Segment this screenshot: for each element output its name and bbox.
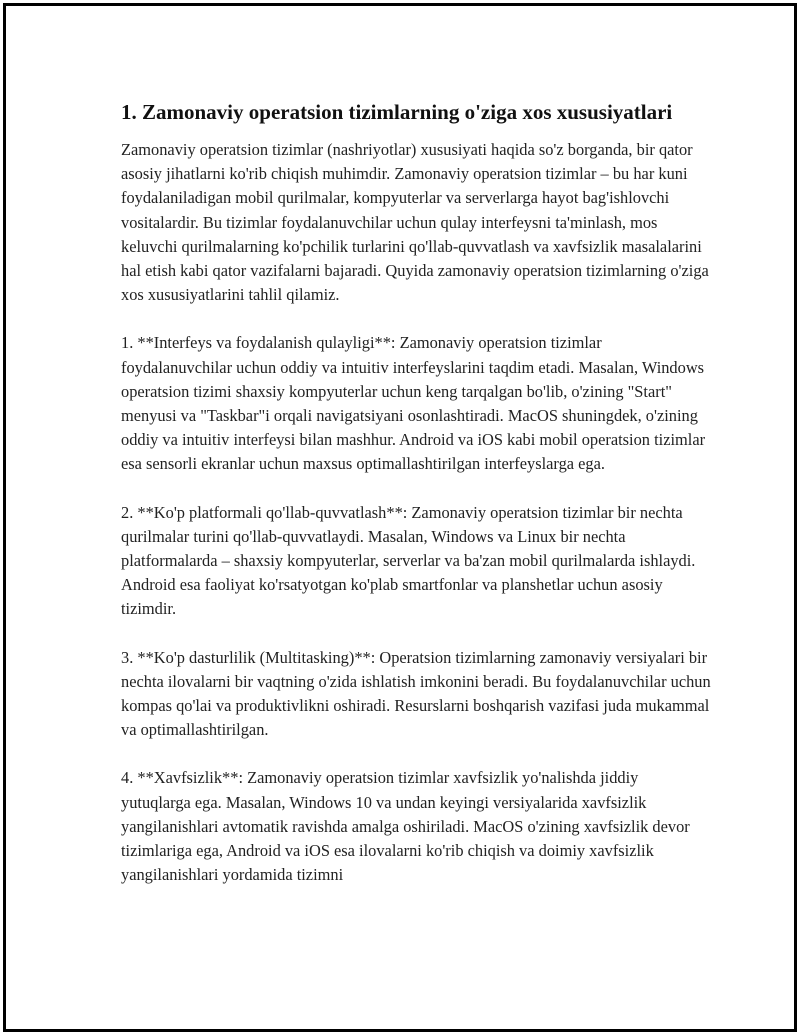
paragraph-intro: Zamonaviy operatsion tizimlar (nashriyotlar) xususiyati haqida so'z borganda, bir qator asosiy jihatlarni ko'rib chiqish muhimdir. Zamonaviy operatsion tizimlar – bu har kuni foydalaniladigan mobil qurilmalar, kompyuterlar va serverlarga hayot bag'ishlovchi vositalardir. Bu tizimlar foydalanuvchilar uchun qulay interfeysni ta'minlash, mos keluvchi qurilmalarning ko'pchilik turlarini qo'llab-quvvatlash va xavfsizlik masalalarini hal etish kabi qator vazifalarni bajaradi. Quyida zamonaviy operatsion tizimlarning o'ziga xos xususiyatlarini tahlil qilamiz. — [121, 140, 709, 305]
paragraph-multitasking: 3. **Ko'p dasturlilik (Multitasking)**: Operatsion tizimlarning zamonaviy versiyalari bir nechta ilovalarni bir vaqtning o'zida ishlatish imkonini beradi. Bu foydalanuvchilar uchun kompas qo'lai va produktivlikni oshiradi. Resurslarni boshqarish vazifasi juda mukammal va optimallashtirilgan. — [121, 647, 711, 740]
paragraph-multiplatform: 2. **Ko'p platformali qo'llab-quvvatlash**: Zamonaviy operatsion tizimlar bir nechta qurilmalar turini qo'llab-quvvatlaydi. Masalan, Windows va Linux bir nechta platformalarda – shaxsiy kompyuterlar, serverlar va ba'zan mobil qurilmalarda ishlaydi. Android esa faoliyat ko'rsatyotgan ko'plab smartfonlar va planshetlar uchun asosiy tizimdir. — [121, 502, 696, 619]
document-body — [121, 98, 711, 911]
document-page — [3, 3, 797, 1032]
paragraph-interface: 1. **Interfeys va foydalanish qulayligi**: Zamonaviy operatsion tizimlar foydalanuvchilar uchun oddiy va intuitiv interfeyslarini taqdim etadi. Masalan, Windows operatsion tizimi shaxsiy kompyuterlar uchun keng tarqalgan bo'lib, o'zining "Start" menyusi va "Taskbar"i orqali navigatsiyani osonlashtiradi. MacOS shuningdek, o'zining oddiy va intuitiv interfeysi bilan mashhur. Android va iOS kabi mobil operatsion tizimlar esa sensorli ekranlar uchun maxsus optimallashtirilgan interfeyslarga ega. — [121, 333, 706, 474]
paragraph-security: 4. **Xavfsizlik**: Zamonaviy operatsion tizimlar xavfsizlik yo'nalishda jiddiy yutuqlarga ega. Masalan, Windows 10 va undan keyingi versiyalarida xavfsizlik yangilanishlari avtomatik ravishda amalga oshiriladi. MacOS o'zining xavfsizlik devor tizimlariga ega, Android va iOS esa ilovalarni ko'rib chiqish va doimiy xavfsizlik yangilanishlari yordamida tizimni — [121, 768, 690, 885]
document-title: 1. Zamonaviy operatsion tizimlarning o'ziga xos xususiyatlari — [121, 100, 673, 124]
